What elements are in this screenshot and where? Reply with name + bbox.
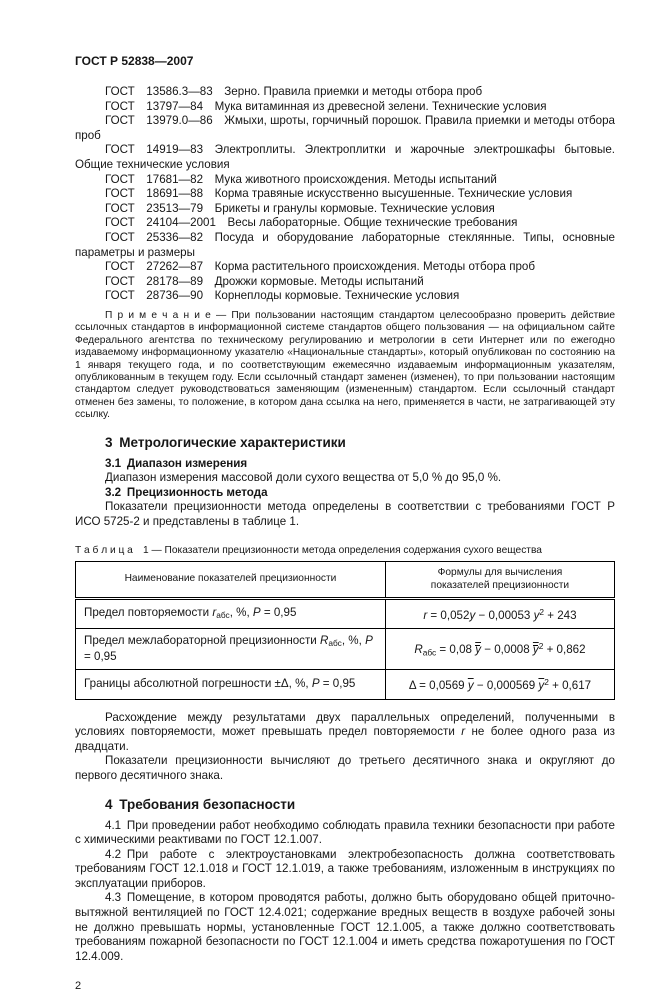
page-number: 2 bbox=[75, 980, 82, 992]
table-caption: Т а б л и ц а 1 — Показатели прецизионности метода определения содержания сухого вещества bbox=[75, 544, 542, 556]
after-table-text-1: Расхождение между результатами двух параллельных определений, полученными в условиях повторяемости, может превышать предел повторяемости r не более одного раза из двадцати. bbox=[75, 710, 615, 753]
table-header-name-col: Наименование показателей прецизионности bbox=[76, 561, 386, 598]
indicator-name: Предел повторяемости $r_{абс}$, %, P = 0,95 bbox=[76, 599, 386, 629]
precision-table bbox=[75, 561, 615, 700]
section-3-2-text: Показатели прецизионности метода определены в соответствии с требованиями ГОСТ Р ИСО 5725-2 и представлены в таблице 1. bbox=[75, 500, 615, 528]
section-4-heading: 4 Требования безопасности bbox=[105, 796, 296, 812]
table-header-row bbox=[76, 561, 615, 598]
indicator-formula: Δ = 0,0569 $\overline{y} - 0,000569$ $\overline{y}^2 + 0,617$ bbox=[385, 670, 614, 699]
section-3-1-text: Диапазон измерения массовой доли сухого вещества от 5,0 % до 95,0 %. bbox=[105, 471, 502, 485]
section-3-1-heading: 3.1 Диапазон измерения bbox=[105, 456, 248, 470]
section-3-heading: 3 Метрологические характеристики bbox=[105, 434, 346, 450]
table-row bbox=[76, 599, 615, 629]
reference-item: ГОСТ 13979.0—86 Жмыхи, шроты, горчичный порошок. Правила приемки и методы отбора проб bbox=[75, 114, 615, 142]
table-row bbox=[76, 629, 615, 670]
indicator-formula: r = 0,052y − 0,00053 $y^2 + 243$ bbox=[385, 599, 614, 629]
section-4-3-text: 4.3 Помещение, в котором проводятся работы, должно быть оборудовано общей приточно-вытяжной вентиляцией по ГОСТ 12.4.021; содержание вредных веществ в воздухе рабочей зоны не должно превышать нормы, установленные ГОСТ 12.1.005, а также должно соответствовать требованиям пожарной безопасности по ГОСТ 12.1.004 и иметь средства пожаротушения по ГОСТ 12.4.009. bbox=[75, 891, 615, 963]
after-table-text-2: Показатели прецизионности вычисляют до третьего десятичного знака и округляют до первого десятичного знака. bbox=[75, 754, 615, 782]
section-3-2-heading: 3.2 Прецизионность метода bbox=[105, 485, 268, 499]
indicator-formula: $R_{абс} = 0,08$ $\overline{y} - 0,0008$ $\overline{y}^2 + 0,862$ bbox=[385, 629, 614, 670]
reference-item: ГОСТ 27262—87 Корма растительного происхождения. Методы отбора проб bbox=[105, 260, 536, 274]
reference-item: ГОСТ 23513—79 Брикеты и гранулы кормовые. Технические условия bbox=[105, 201, 495, 215]
reference-item: ГОСТ 17681—82 Мука животного происхождения. Методы испытаний bbox=[105, 172, 497, 186]
reference-item: ГОСТ 24104—2001 Весы лабораторные. Общие технические требования bbox=[105, 216, 518, 230]
table-row bbox=[76, 670, 615, 699]
reference-item: ГОСТ 13586.3—83 Зерно. Правила приемки и методы отбора проб bbox=[105, 85, 483, 98]
indicator-name: Границы абсолютной погрешности ±Δ, %, P = 0,95 bbox=[76, 670, 386, 699]
reference-item: ГОСТ 13797—84 Мука витаминная из древесной зелени. Технические условия bbox=[105, 99, 547, 113]
reference-item: ГОСТ 18691—88 Корма травяные искусственно высушенные. Технические условия bbox=[105, 187, 573, 201]
indicator-name: Предел межлабораторной прецизионности $R_{абс}$, %, P = 0,95 bbox=[76, 629, 386, 670]
reference-item: ГОСТ 14919—83 Электроплиты. Электроплитки и жарочные электрошкафы бытовые. Общие технические условия bbox=[75, 143, 615, 171]
section-4-1-text: 4.1 При проведении работ необходимо соблюдать правила техники безопасности при работе с химическими реактивами по ГОСТ 12.1.007. bbox=[75, 818, 615, 847]
reference-item: ГОСТ 28178—89 Дрожжи кормовые. Методы испытаний bbox=[105, 274, 424, 288]
reference-item: ГОСТ 28736—90 Корнеплоды кормовые. Технические условия bbox=[105, 289, 460, 303]
document-header: ГОСТ Р 52838—2007 bbox=[75, 54, 194, 68]
references-list bbox=[75, 85, 615, 304]
reference-item: ГОСТ 25336—82 Посуда и оборудование лабораторные стеклянные. Типы, основные параметры и размеры bbox=[75, 230, 615, 259]
section-4-2-text: 4.2 При работе с электроустановками электробезопасность должна соответствовать требованиям ГОСТ 12.1.018 и ГОСТ 12.1.019, а также требованиям, изложенным в инструкциях по эксплуатации приборов. bbox=[75, 847, 615, 890]
note-paragraph: П р и м е ч а н и е — При пользовании настоящим стандартом целесообразно проверить действие ссылочных стандартов в информационной системе стандартов общего пользования — на официальном сайте Федерального агентства по техническому регулированию и метрологии в сети Интернет или по ежегодно издаваемому информационному указателю «Национальные стандарты», который опубликован по состоянию на 1 января текущего года, и по соответствующим ежемесячно издаваемым информационным указателям, опубликованным в текущем году. Если ссылочный стандарт заменен (изменен), то при пользовании настоящим стандартом следует руководствоваться заменяющим (измененным) стандартом. Если ссылочный стандарт отменен без замены, то положение, в котором дана ссылка на него, применяется в части, не затрагивающей эту ссылку. bbox=[75, 309, 615, 421]
table-header-formula-col: Формулы для вычисления показателей прецизионности bbox=[385, 561, 614, 598]
